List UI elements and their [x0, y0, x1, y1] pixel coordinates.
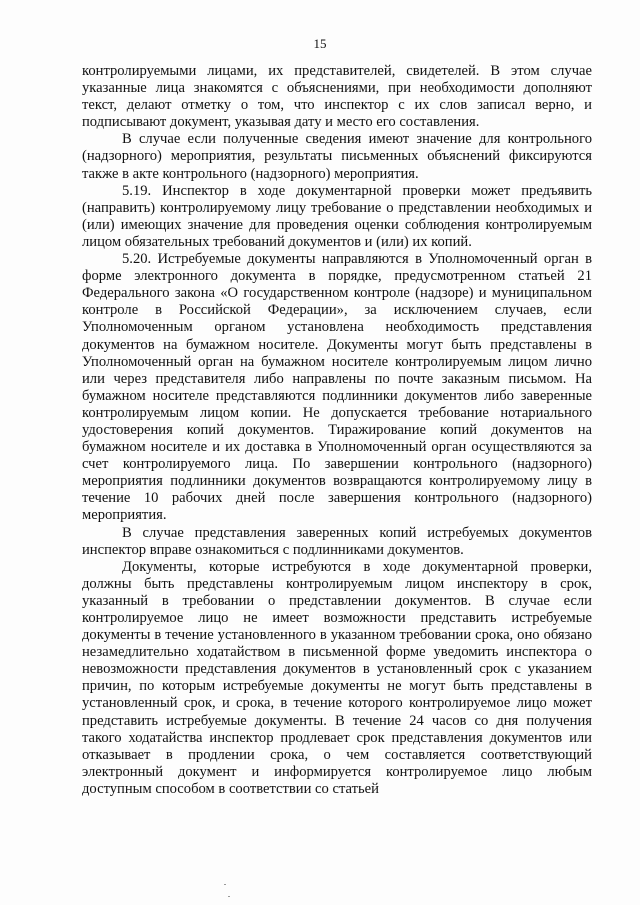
paragraph-5-19: 5.19. Инспектор в ходе документарной проверки может предъявить (направить) контролируемому лицу требование о представлении необходимых и (или) имеющих значение для проведения оценки соблюдения контролируемым лицом обязательных требований документов и (или) их копий. [82, 182, 592, 250]
paragraph-document-deadline: Документы, которые истребуются в ходе документарной проверки, должны быть представлены контролируемым лицом инспектору в срок, указанный в требовании о представлении документов. В случае если контролируемое лицо не имеет возможности представить истребуемые документы в течение установленного в указанном требовании срока, оно обязано незамедлительно ходатайством в письменной форме уведомить инспектора о невозможности представления документов в установленный срок с указанием причин, по которым истребуемые документы не могут быть представлены в установленный срок, и срока, в течение которого контролируемое лицо может представить истребуемые документы. В течение 24 часов со дня получения такого ходатайства инспектор продлевает срок представления документов или отказывает в продлении срока, о чем составляется соответствующий электронный документ и информируется контролируемое лицо любым доступным способом в соответствии со статьей [82, 558, 592, 797]
paragraph-explanations-record: В случае если полученные сведения имеют значение для контрольного (надзорного) мероприятия, результаты письменных объяснений фиксируются также в акте контрольного (надзорного) мероприятия. [82, 131, 592, 182]
page-number: 15 [313, 36, 327, 51]
paragraph-continuation: контролируемыми лицами, их представителей, свидетелей. В этом случае указанные лица знакомятся с объяснениями, при необходимости дополняют текст, делают отметку о том, что инспектор с их слов записал верно, и подписывают документ, указывая дату и место его составления. [82, 63, 592, 131]
scan-speck [228, 896, 230, 897]
scan-speck [224, 884, 226, 885]
paragraph-5-20: 5.20. Истребуемые документы направляются в Уполномоченный орган в форме электронного документа в порядке, предусмотренном статьей 21 Федерального закона «О государственном контроле (надзоре) и муниципальном контроле в Российской Федерации», за исключением случаев, если Уполномоченным органом установлена необходимость представления документов на бумажном носителе. Документы могут быть представлены в Уполномоченный орган на бумажном носителе контролируемым лицом лично или через представителя либо направлены по почте заказным письмом. На бумажном носителе представляются подлинники документов либо заверенные контролируемым лицом копии. Не допускается требование нотариального удостоверения копий документов. Тиражирование копий документов на бумажном носителе и их доставка в Уполномоченный орган осуществляются за счет контролируемого лица. По завершении контрольного (надзорного) мероприятия подлинники документов возвращаются контролируемому лицу в течение 10 рабочих дней после завершения контрольного (надзорного) мероприятия. [82, 251, 592, 524]
document-body [82, 63, 592, 798]
paragraph-certified-copies: В случае представления заверенных копий истребуемых документов инспектор вправе ознакомиться с подлинниками документов. [82, 524, 592, 558]
